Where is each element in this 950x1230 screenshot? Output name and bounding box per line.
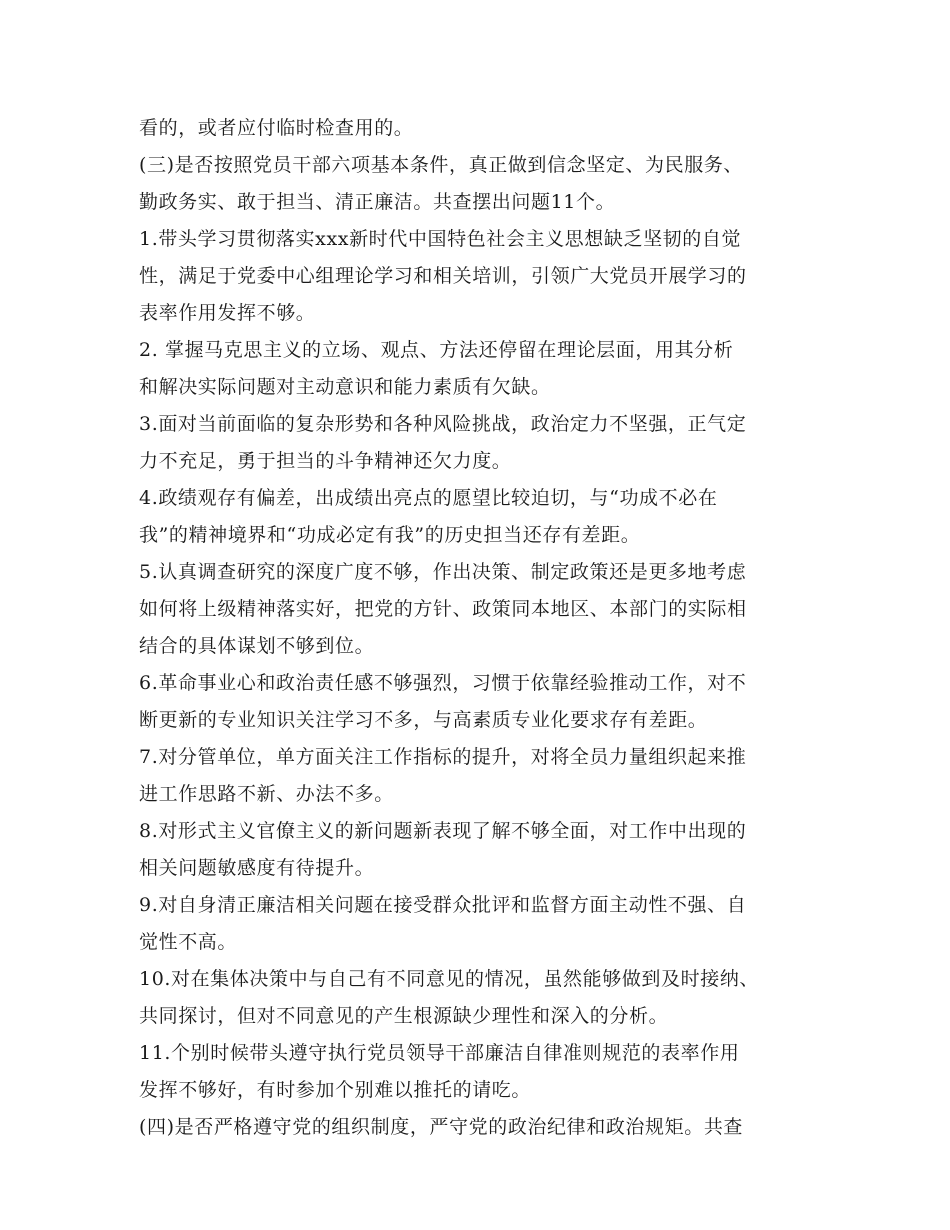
text-line: 觉性不高。 [139, 931, 238, 953]
text-line: 表率作用发挥不够。 [139, 302, 316, 324]
text-line: 2. 掌握马克思主义的立场、观点、方法还停留在理论层面，用其分析 [139, 339, 734, 361]
text-line: (三)是否按照党员干部六项基本条件，真正做到信念坚定、为民服务、 [139, 154, 744, 176]
text-line: 4.政绩观存有偏差，出成绩出亮点的愿望比较迫切，与“功成不必在 [139, 487, 718, 509]
text-line: 8.对形式主义官僚主义的新问题新表现了解不够全面，对工作中出现的 [139, 820, 747, 842]
text-line: 性，满足于党委中心组理论学习和相关培训，引领广大党员开展学习的 [139, 265, 747, 287]
text-line: 9.对自身清正廉洁相关问题在接受群众批评和监督方面主动性不强、自 [139, 894, 747, 916]
text-line: 共同探讨，但对不同意见的产生根源缺少理性和深入的分析。 [139, 1005, 669, 1027]
text-line: 结合的具体谋划不够到位。 [139, 635, 375, 657]
text-line: 力不充足，勇于担当的斗争精神还欠力度。 [139, 450, 512, 472]
text-line: 5.认真调查研究的深度广度不够，作出决策、制定政策还是更多地考虑 [139, 561, 747, 583]
text-line: 勤政务实、敢于担当、清正廉洁。共查摆出问题11个。 [139, 191, 616, 213]
text-line: 进工作思路不新、办法不多。 [139, 783, 394, 805]
text-line: 我”的精神境界和“功成必定有我”的历史担当还存有差距。 [139, 524, 641, 546]
text-line: 6.革命事业心和政治责任感不够强烈，习惯于依靠经验推动工作，对不 [139, 672, 747, 694]
text-line: 10.对在集体决策中与自己有不同意见的情况，虽然能够做到及时接纳、 [139, 968, 760, 990]
text-line: 7.对分管单位，单方面关注工作指标的提升，对将全员力量组织起来推 [139, 746, 747, 768]
text-line: 断更新的专业知识关注学习不多，与高素质专业化要求存有差距。 [139, 709, 708, 731]
text-line: 看的，或者应付临时检查用的。 [139, 117, 414, 139]
text-line: 发挥不够好，有时参加个别难以推托的请吃。 [139, 1079, 532, 1101]
text-line: 如何将上级精神落实好，把党的方针、政策同本地区、本部门的实际相 [139, 598, 747, 620]
text-line: 和解决实际问题对主动意识和能力素质有欠缺。 [139, 376, 551, 398]
text-line: 3.面对当前面临的复杂形势和各种风险挑战，政治定力不坚强，正气定 [139, 413, 747, 435]
text-line: (四)是否严格遵守党的组织制度，严守党的政治纪律和政治规矩。共查 [139, 1116, 744, 1138]
text-line: 1.带头学习贯彻落实xxx新时代中国特色社会主义思想缺乏坚韧的自觉 [139, 228, 742, 250]
text-line: 11.个别时候带头遵守执行党员领导干部廉洁自律准则规范的表率作用 [139, 1042, 740, 1064]
text-line: 相关问题敏感度有待提升。 [139, 857, 375, 879]
